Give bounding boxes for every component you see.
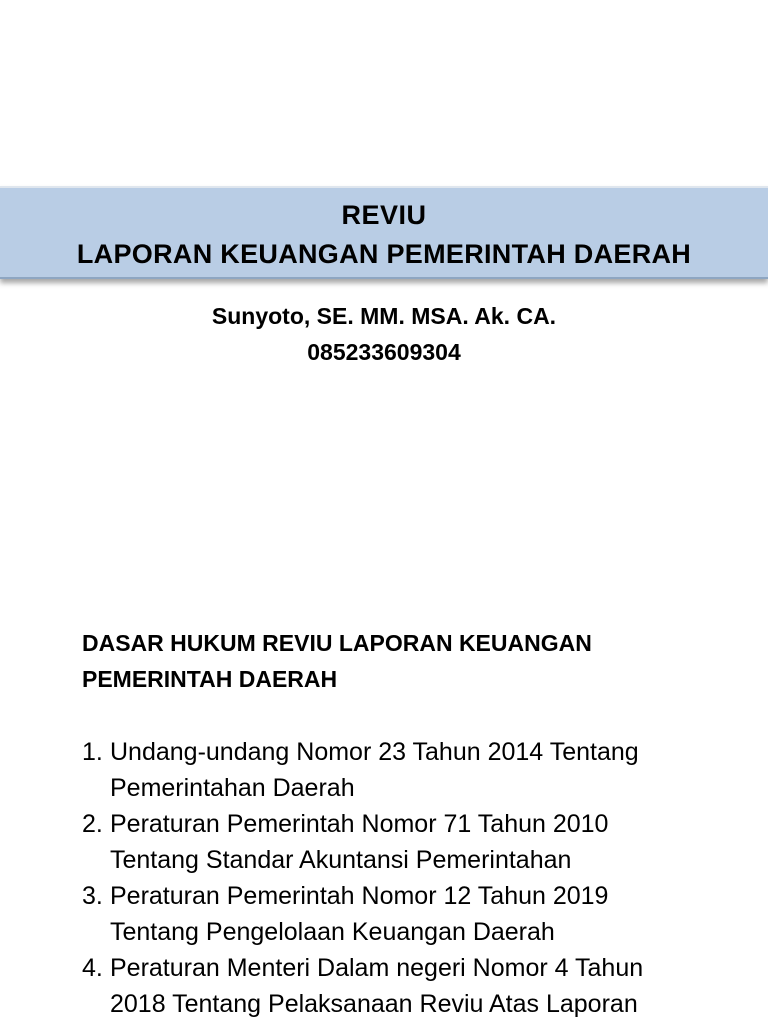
title-banner bbox=[0, 186, 768, 279]
list-item-number: 4. bbox=[82, 954, 103, 982]
list-item bbox=[82, 950, 722, 1022]
list-item-line-2: Tentang Pengelolaan Keuangan Daerah bbox=[110, 918, 555, 946]
legal-basis-list bbox=[82, 734, 722, 1022]
list-item-line-2: Tentang Standar Akuntansi Pemerintahan bbox=[110, 846, 572, 874]
author-block bbox=[0, 298, 768, 370]
title-line-1: REVIU bbox=[341, 200, 427, 230]
list-item-number: 3. bbox=[82, 882, 103, 910]
list-item-line-2: 2018 Tentang Pelaksanaan Reviu Atas Laporan bbox=[110, 990, 638, 1018]
list-item-line-2: Pemerintahan Daerah bbox=[110, 774, 355, 802]
list-item-line-1: Peraturan Pemerintah Nomor 71 Tahun 2010 bbox=[110, 810, 609, 838]
legal-basis-heading bbox=[82, 625, 722, 697]
list-item-line-1: Undang-undang Nomor 23 Tahun 2014 Tentang bbox=[110, 738, 639, 766]
legal-basis-heading-line-2: PEMERINTAH DAERAH bbox=[82, 666, 338, 692]
list-item-number: 2. bbox=[82, 810, 103, 838]
author-name: Sunyoto, SE. MM. MSA. Ak. CA. bbox=[211, 303, 557, 329]
title-line-2: LAPORAN KEUANGAN PEMERINTAH DAERAH bbox=[76, 239, 692, 269]
list-item bbox=[82, 734, 722, 806]
list-item-line-1: Peraturan Pemerintah Nomor 12 Tahun 2019 bbox=[110, 882, 609, 910]
list-item bbox=[82, 878, 722, 950]
list-item bbox=[82, 806, 722, 878]
list-item-line-1: Peraturan Menteri Dalam negeri Nomor 4 Tahun bbox=[110, 954, 644, 982]
author-phone: 085233609304 bbox=[307, 339, 461, 365]
list-item-number: 1. bbox=[82, 738, 103, 766]
legal-basis-heading-line-1: DASAR HUKUM REVIU LAPORAN KEUANGAN bbox=[82, 630, 592, 656]
